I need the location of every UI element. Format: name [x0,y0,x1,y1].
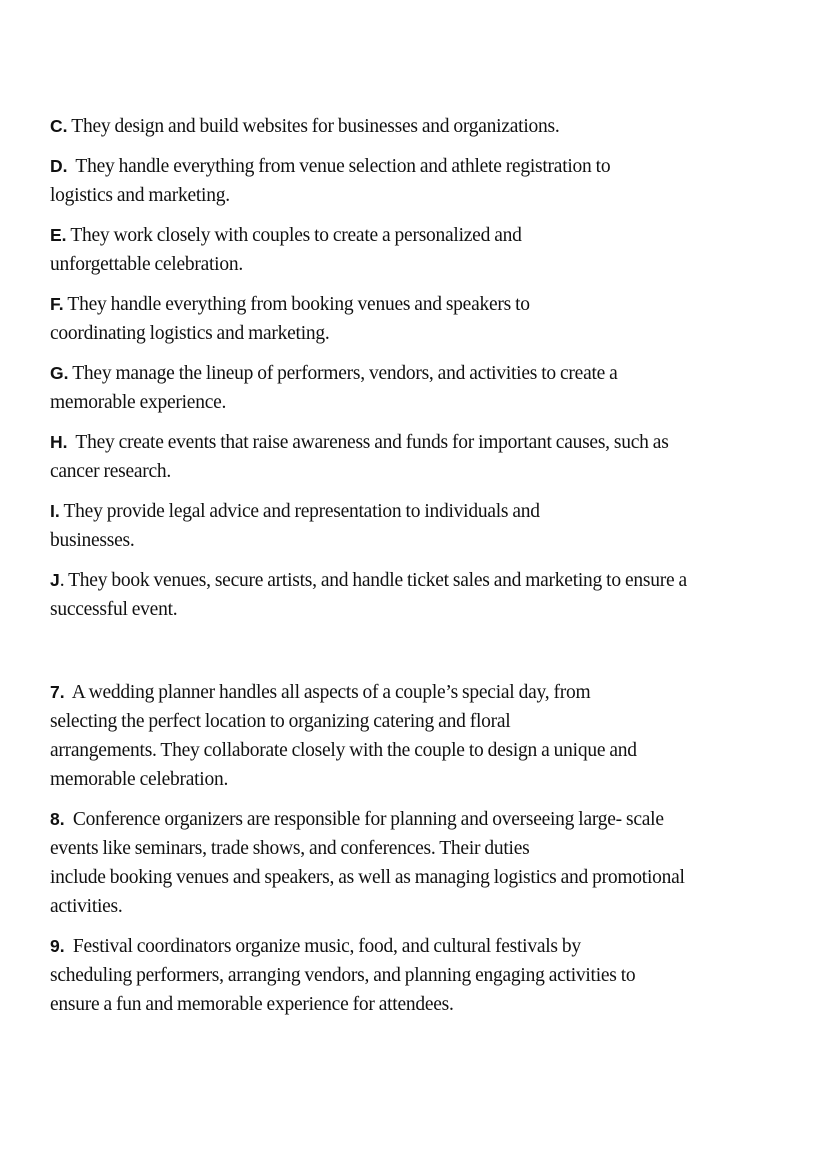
option-text: logistics and marketing. [50,185,230,206]
option-letter: I. [50,501,60,521]
line [50,932,780,961]
option-letter: E. [50,225,67,245]
answer-option-i [50,497,780,555]
line [50,112,780,141]
answer-options-list [50,112,780,624]
option-text: successful event. [50,599,178,620]
question-7 [50,678,780,794]
option-text: They create events that raise awareness and funds for important causes, such as [75,432,669,453]
line [50,566,780,595]
document-page [50,112,780,1030]
line [50,497,780,526]
question-text: activities. [50,896,123,917]
answer-option-d [50,152,780,210]
line [50,152,780,181]
option-letter: G. [50,363,69,383]
option-text: They manage the lineup of performers, vendors, and activities to create a [72,363,618,384]
line [50,428,780,457]
line [50,359,780,388]
option-letter: F. [50,294,64,314]
question-8 [50,805,780,921]
question-text: Festival coordinators organize music, food, and cultural festivals by [72,936,581,957]
option-text: businesses. [50,530,135,551]
option-letter: H. [50,432,68,452]
question-text: Conference organizers are responsible for planning and overseeing large- scale [72,809,664,830]
line [50,290,780,319]
question-text: A wedding planner handles all aspects of a couple’s special day, from [71,682,591,703]
question-list [50,678,780,1019]
option-letter: C. [50,116,68,136]
answer-option-g [50,359,780,417]
answer-option-f [50,290,780,348]
answer-option-j [50,566,780,624]
option-text: They handle everything from booking venues and speakers to [67,294,530,315]
question-text: memorable celebration. [50,769,229,790]
option-letter: J [50,570,60,590]
question-9 [50,932,780,1019]
option-text: They handle everything from venue selection and athlete registration to [75,156,611,177]
line [50,221,780,250]
line [50,678,780,707]
answer-option-c [50,112,780,141]
option-text: They design and build websites for businesses and organizations. [71,116,560,137]
question-text: ensure a fun and memorable experience for attendees. [50,994,454,1015]
option-text: cancer research. [50,461,172,482]
section-gap [50,635,780,678]
question-text: arrangements. They collaborate closely with the couple to design a unique and [50,740,637,761]
option-text: They work closely with couples to create a personalized and [70,225,522,246]
question-text: events like seminars, trade shows, and conferences. Their duties [50,838,530,859]
question-number: 9. [50,936,65,956]
option-text: . They book venues, secure artists, and handle ticket sales and marketing to ensure a [59,570,687,591]
answer-option-h [50,428,780,486]
option-text: coordinating logistics and marketing. [50,323,330,344]
line [50,805,780,834]
question-number: 7. [50,682,65,702]
option-letter: D. [50,156,68,176]
question-number: 8. [50,809,65,829]
option-text: unforgettable celebration. [50,254,243,275]
question-text: selecting the perfect location to organizing catering and floral [50,711,511,732]
question-text: scheduling performers, arranging vendors, and planning engaging activities to [50,965,636,986]
option-text: They provide legal advice and representation to individuals and [63,501,540,522]
option-text: memorable experience. [50,392,227,413]
answer-option-e [50,221,780,279]
question-text: include booking venues and speakers, as well as managing logistics and promotional [50,867,685,888]
